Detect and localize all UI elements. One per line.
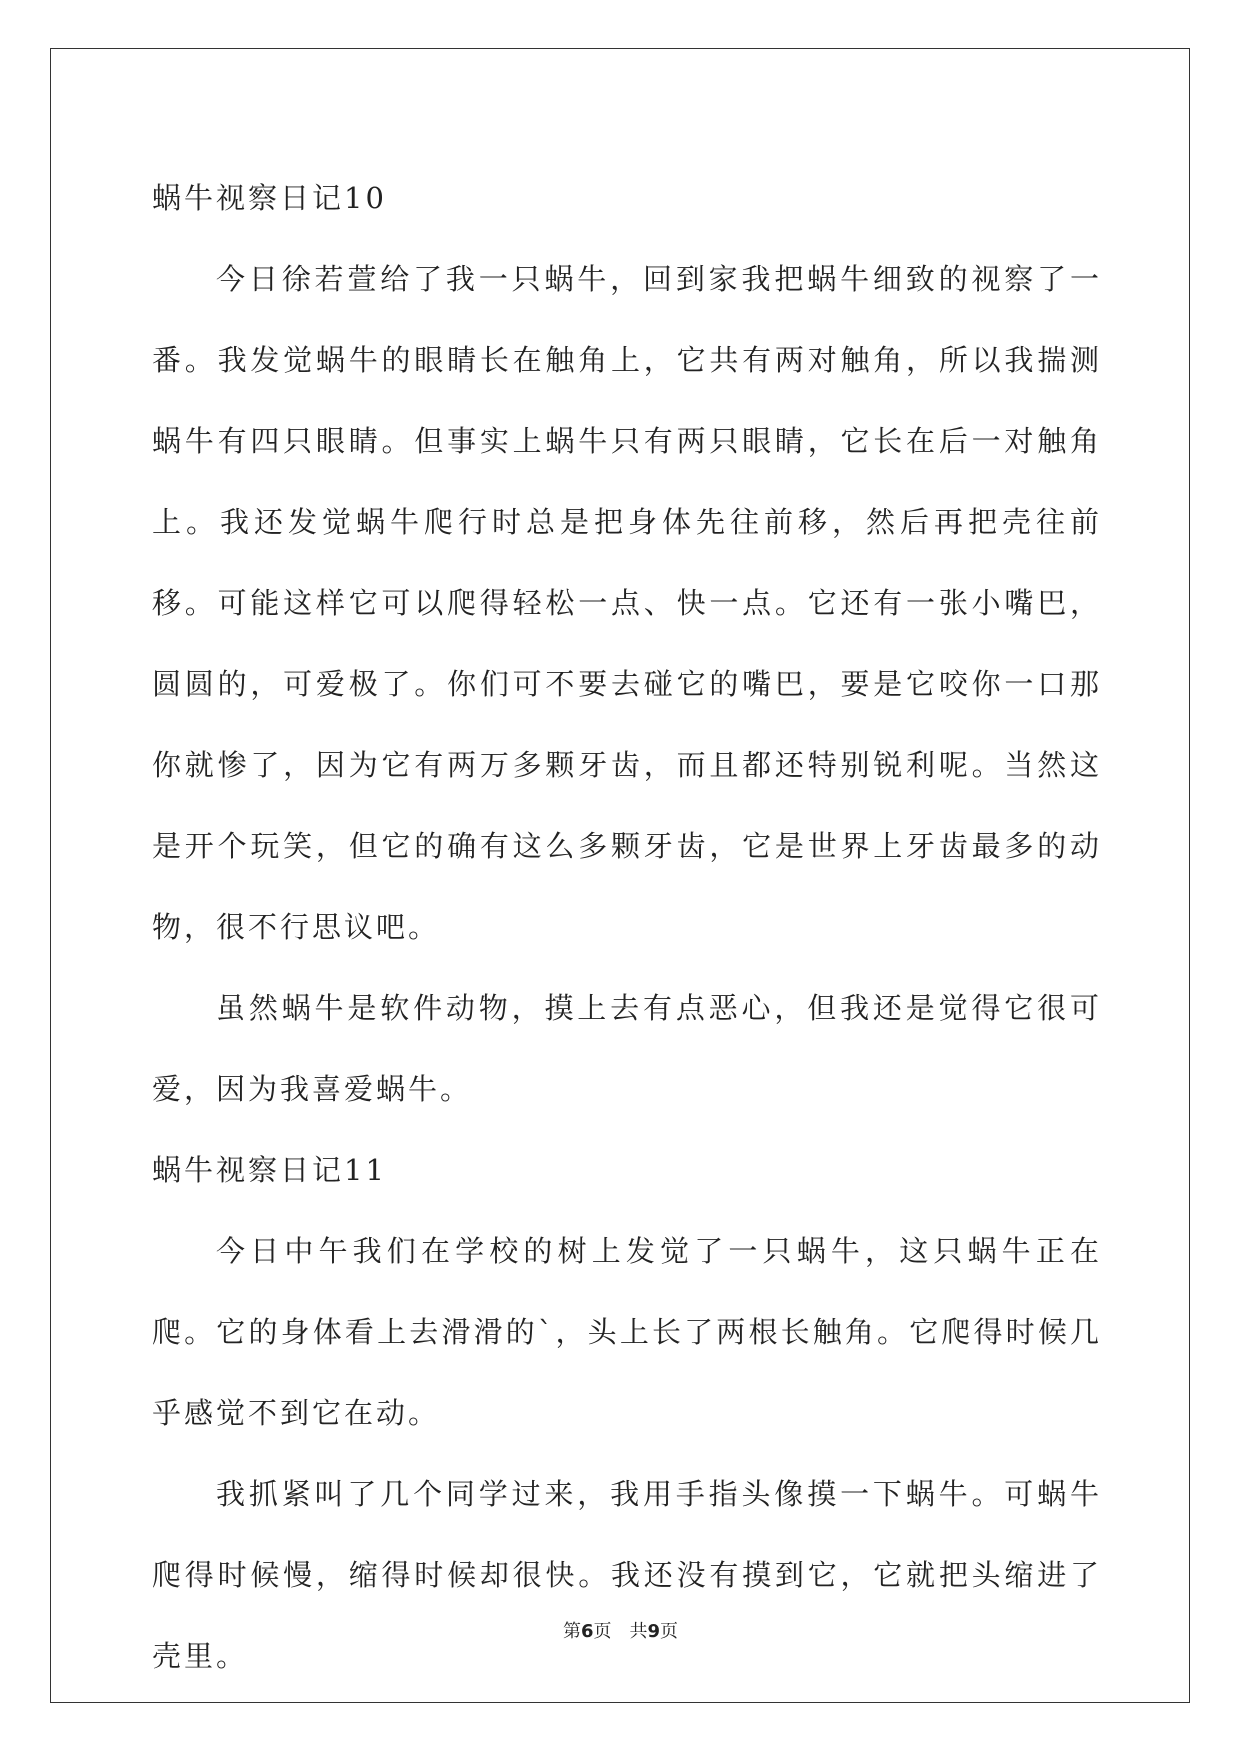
paragraph: 虽然蜗牛是软件动物，摸上去有点恶心，但我还是觉得它很可爱，因为我喜爱蜗牛。: [152, 991, 1102, 1106]
section-heading: 蜗牛视察日记10: [152, 181, 387, 215]
paragraph: 今日徐若萱给了我一只蜗牛，回到家我把蜗牛细致的视察了一番。我发觉蜗牛的眼睛长在触角上，它共有两对触角，所以我揣测蜗牛有四只眼睛。但事实上蜗牛只有两只眼睛，它长在后一对触角上。我还发觉蜗牛爬行时总是把身体先往前移，然后再把壳往前移。可能这样它可以爬得轻松一点、快一点。它还有一张小嘴巴，圆圆的，可爱极了。你们可不要去碰它的嘴巴，要是它咬你一口那你就惨了，因为它有两万多颗牙齿，而且都还特别锐利呢。当然这是开个玩笑，但它的确有这么多颗牙齿，它是世界上牙齿最多的动物，很不行思议吧。: [152, 262, 1102, 944]
paragraph: 我抓紧叫了几个同学过来，我用手指头像摸一下蜗牛。可蜗牛爬得时候慢，缩得时候却很快。我还没有摸到它，它就把头缩进了壳里。: [152, 1477, 1102, 1673]
page-suffix: 页: [593, 1621, 612, 1642]
paragraph: 今日中午我们在学校的树上发觉了一只蜗牛，这只蜗牛正在爬。它的身体看上去滑滑的`，头上长了两根长触角。它爬得时候几乎感觉不到它在动。: [152, 1234, 1102, 1430]
section-heading: 蜗牛视察日记11: [152, 1153, 387, 1187]
total-prefix: 共: [629, 1621, 648, 1642]
document-body: [152, 158, 1102, 1697]
current-page-number: 6: [580, 1621, 594, 1642]
total-suffix: 页: [660, 1621, 679, 1642]
total-page-number: 9: [647, 1621, 661, 1642]
page-footer: [0, 1617, 1241, 1643]
page-prefix: 第: [562, 1621, 581, 1642]
